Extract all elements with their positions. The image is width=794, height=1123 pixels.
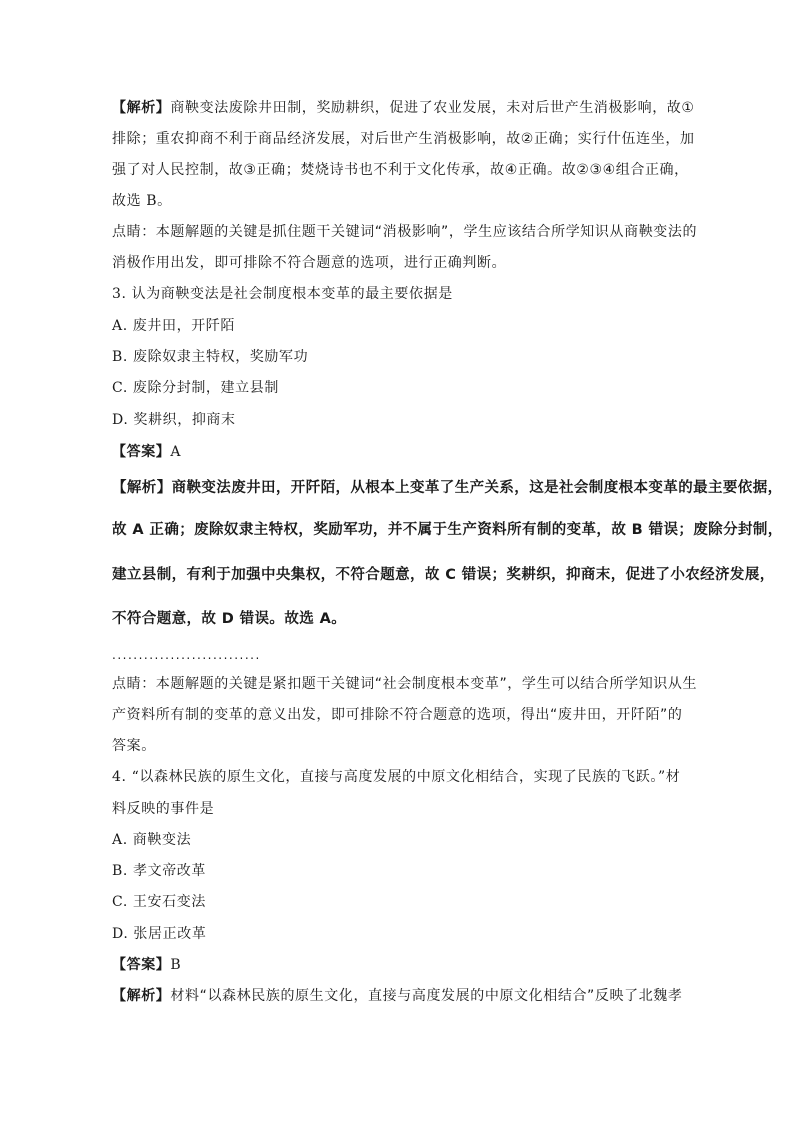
analysis-text: 材料“以森林民族的原生文化，直接与高度发展的中原文化相结合”反映了北魏孝	[170, 988, 683, 1004]
question-4-option-b: B. 孝文帝改革	[112, 863, 206, 879]
analysis-text: 商鞅变法废除井田制，奖励耕织，促进了农业发展，未对后世产生消极影响，故①	[170, 100, 695, 116]
question-4-option-c: C. 王安石变法	[112, 894, 206, 910]
note-line-1: 点睛：本题解题的关键是抓住题干关键词“消极影响”，学生应该结合所学知识从商鞅变法的	[112, 224, 698, 240]
question-3-note-line-2: 产资料所有制的变革的意义出发，即可排除不符合题意的选项，得出“废井田，开阡陌”的	[112, 707, 683, 723]
question-3-analysis-line-1: 【解析】商鞅变法废井田，开阡陌，从根本上变革了生产关系，这是社会制度根本变革的最主要依据，	[112, 480, 783, 496]
analysis-line-2: 排除；重农抑商不利于商品经济发展，对后世产生消极影响，故②正确；实行什伍连坐，加	[112, 131, 695, 147]
analysis-line-4: 故选 B。	[112, 193, 172, 209]
answer-label: 【答案】	[112, 444, 171, 460]
question-4-stem-line-1: 4. “以森林民族的原生文化，直接与高度发展的中原文化相结合，实现了民族的飞跃。”材	[112, 769, 681, 785]
question-4-option-d: D. 张居正改革	[112, 926, 207, 942]
question-4-analysis	[112, 986, 683, 1006]
analysis-line-1	[112, 98, 695, 118]
question-4-option-a: A. 商鞅变法	[112, 832, 192, 848]
question-3-option-b: B. 废除奴隶主特权，奖励军功	[112, 349, 309, 365]
question-3-note-line-3: 答案。	[112, 738, 156, 754]
question-3-analysis-line-4: 不符合题意，故 D 错误。故选 A。	[112, 611, 347, 627]
question-3-stem: 3. 认为商鞅变法是社会制度根本变革的最主要依据是	[112, 286, 453, 302]
question-3-analysis-line-3: 建立县制，有利于加强中央集权，不符合题意，故 C 错误；奖耕织，抑商末，促进了小农经济发展，	[112, 567, 775, 583]
note-line-2: 消极作用出发，即可排除不符合题意的选项，进行正确判断。	[112, 255, 507, 271]
question-3-option-a: A. 废井田，开阡陌	[112, 318, 236, 334]
question-4-answer	[112, 955, 181, 975]
question-3-option-d: D. 奖耕织，抑商末	[112, 412, 236, 428]
question-3-analysis-line-2: 故 A 正确；废除奴隶主特权，奖励军功，并不属于生产资料所有制的变革，故 B 错误；废除分封制，	[112, 522, 783, 538]
question-3-option-c: C. 废除分封制，建立县制	[112, 380, 279, 396]
analysis-line-3: 强了对人民控制，故③正确；焚烧诗书也不利于文化传承，故④正确。故②③④组合正确，	[112, 162, 689, 178]
analysis-label: 【解析】	[112, 100, 171, 116]
answer-value: A	[170, 444, 182, 460]
answer-value: B	[170, 957, 182, 973]
answer-label: 【答案】	[112, 957, 171, 973]
question-3-answer	[112, 442, 181, 462]
dotted-separator: ............................	[112, 648, 261, 662]
question-3-note-line-1: 点睛：本题解题的关键是紧扣题干关键词“社会制度根本变革”，学生可以结合所学知识从生	[112, 676, 698, 692]
analysis-label: 【解析】	[112, 988, 171, 1004]
question-4-stem-line-2: 料反映的事件是	[112, 801, 215, 817]
